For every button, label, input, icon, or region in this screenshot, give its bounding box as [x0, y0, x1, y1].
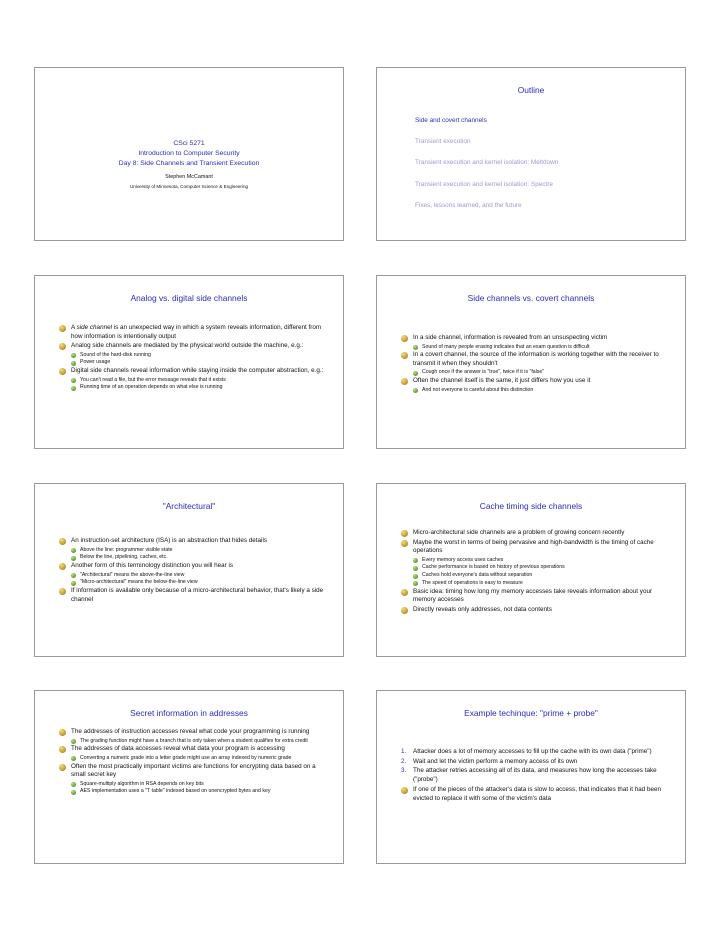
slide-side-vs-covert — [376, 275, 686, 449]
sub-bullet: "Micro-architectural" means the below-the-line view — [59, 579, 329, 586]
sub-bullet-icon — [413, 345, 418, 350]
sub-bullet: Power usage — [59, 359, 329, 366]
sub-bullet-icon — [71, 782, 76, 787]
bullet-icon — [59, 538, 66, 545]
lecture-title: Day 8: Side Channels and Transient Execution — [118, 160, 260, 167]
sub-bullet-icon — [413, 581, 418, 586]
slide-prime-probe — [376, 690, 686, 864]
bullet-icon — [401, 540, 408, 547]
bullet: Maybe the worst in terms of being pervasive and high-bandwidth is the timing of cache operations — [401, 539, 671, 556]
sub-bullet-icon — [413, 566, 418, 571]
bullet-icon — [401, 335, 408, 342]
slide-title-text: Analog vs. digital side channels — [130, 293, 248, 303]
bullet-icon — [59, 343, 66, 350]
bullet-icon — [59, 588, 66, 595]
sub-bullet-icon — [413, 388, 418, 393]
slide-title-text: Secret information in addresses — [130, 708, 248, 718]
sub-bullet-icon — [71, 756, 76, 761]
bullet: Often the channel itself is the same, it just differs how you use it — [401, 377, 671, 386]
outline-item: Transient execution — [415, 138, 471, 145]
outline-item: Transient execution and kernel isolation: Spectre — [415, 181, 553, 188]
bullet-icon — [59, 325, 66, 332]
bullet: Micro-architectural side channels are a problem of growing concern recently — [401, 529, 671, 538]
slide-title-text: Outline — [517, 85, 545, 95]
sub-bullet-icon — [71, 378, 76, 383]
sub-bullet-icon — [71, 386, 76, 391]
sub-bullet-icon — [71, 573, 76, 578]
numbered-item: 1. Attacker does a lot of memory accesses to fill up the cache with its own data ("prime") — [401, 748, 652, 755]
sub-bullet: Sound of the hard-disk running — [59, 352, 329, 359]
sub-bullet-icon — [413, 574, 418, 579]
affiliation: University of Minnesota, Computer Science & Engineering — [129, 184, 249, 189]
bullet-icon — [401, 530, 408, 537]
sub-bullet-icon — [71, 739, 76, 744]
bullet: An instruction-set architecture (ISA) is an abstraction that hides details — [59, 537, 329, 546]
sub-bullet-icon — [413, 371, 418, 376]
bullet: Analog side channels are mediated by the physical world outside the machine, e.g.: — [59, 342, 329, 351]
bullet-icon — [59, 746, 66, 753]
slide-analog-digital — [34, 275, 344, 449]
sub-bullet-icon — [71, 790, 76, 795]
item-number: 2. — [401, 757, 407, 765]
bullet: A side channel is an unexpected way in which a system reveals information, different from how information is intentionally output — [59, 324, 329, 341]
sub-bullet: Square-multiply algorithm in RSA depends on key bits — [59, 781, 329, 788]
bullet: The addresses of data accesses reveal what data your program is accessing — [59, 745, 329, 754]
bullet-icon — [401, 607, 408, 614]
bullet: Basic idea: timing how long my memory accesses take reveals information about your memory accesses — [401, 588, 671, 605]
bullet-icon — [401, 589, 408, 596]
bullet-icon — [59, 764, 66, 771]
bullet: Directly reveals only addresses, not data contents — [401, 606, 671, 615]
sub-bullet: Sound of many people erasing indicates that an exam question is difficult — [401, 344, 671, 351]
numbered-item: 2. Wait and let the victim perform a memory access of its own — [401, 757, 578, 765]
slide-title-text: "Architectural" — [162, 501, 216, 511]
item-number: 1. — [401, 748, 407, 755]
bullet: If information is available only because of a micro-architectural behavior, that's likely a side channel — [59, 587, 329, 604]
sub-bullet: You can't read a file, but the error message reveals that it exists — [59, 377, 329, 384]
sub-bullet: Converting a numeric grade into a letter grade might use an array indexed by numeric grade — [59, 755, 329, 762]
bullet-icon — [401, 378, 408, 385]
sub-bullet: Running time of an operation depends on what else is running — [59, 384, 329, 391]
author: Stephen McCamant — [165, 174, 213, 180]
bullet: In a covert channel, the source of the information is working together with the receiver to transmit it when they shouldn't — [401, 351, 671, 368]
bullet: Often the most practically important victims are functions for encrypting data based on a small secret key — [59, 763, 329, 780]
item-number: 3. — [401, 767, 407, 774]
bullet-icon — [59, 729, 66, 736]
sub-bullet: The grading function might have a branch that is only taken when a student qualifies for extra credit — [59, 738, 329, 745]
sub-bullet: The speed of operations is easy to measure — [401, 580, 671, 587]
outline-item: Transient execution and kernel isolation: Meltdown — [415, 159, 559, 166]
slide-secret-addresses — [34, 690, 344, 864]
sub-bullet-icon — [413, 558, 418, 563]
bullet: The addresses of instruction accesses reveal what code your programming is running — [59, 728, 329, 737]
course-number: CSci 5271 — [173, 140, 205, 147]
slide-title-text: Side channels vs. covert channels — [467, 293, 595, 303]
bullet-icon — [401, 352, 408, 359]
sub-bullet: Above the line: programmer visible state — [59, 547, 329, 554]
sub-bullet: AES implementation uses a "T table" indexed based on unencrypted bytes and key — [59, 788, 329, 795]
sub-bullet: Below the line, pipelining, caches, etc. — [59, 554, 329, 561]
sub-bullet: "Architectural" means the above-the-line view — [59, 572, 329, 579]
sub-bullet: Cache performance is based on history of previous operations — [401, 564, 671, 571]
bullet: Another form of this terminology distinction you will hear is — [59, 562, 329, 571]
slide-title — [34, 67, 344, 241]
sub-bullet-icon — [71, 361, 76, 366]
sub-bullet-icon — [71, 353, 76, 358]
sub-bullet: Caches hold everyone's data without separation — [401, 572, 671, 579]
sub-bullet: Every memory access uses caches — [401, 557, 671, 564]
numbered-item: 3. The attacker retries accessing all of its data, and measures how long the accesses take ("probe") — [401, 767, 657, 783]
slide-outline — [376, 67, 686, 241]
sub-bullet-icon — [71, 556, 76, 561]
bullet-icon — [401, 787, 408, 794]
course-title: Introduction to Computer Security — [138, 150, 240, 157]
slide-cache-timing — [376, 483, 686, 657]
slide-architectural — [34, 483, 344, 657]
slide-title-text: Example techinque: "prime + probe" — [464, 708, 598, 718]
bullet: In a side channel, information is revealed from an unsuspecting victim — [401, 334, 671, 343]
sub-bullet-icon — [71, 581, 76, 586]
sub-bullet-icon — [71, 548, 76, 553]
outline-item: Fixes, lessons learned, and the future — [415, 202, 522, 209]
sub-bullet: And not everyone is careful about this distinction — [401, 387, 671, 394]
bullet: If one of the pieces of the attacker's data is slow to access, that indicates that it had been evicted to replace it with some of the victim's data — [401, 786, 671, 803]
slide-title-text: Cache timing side channels — [479, 501, 583, 511]
bullet: Digital side channels reveal information while staying inside the computer abstraction, e.g.: — [59, 367, 329, 376]
outline-item: Side and covert channels — [415, 117, 487, 124]
bullet-icon — [59, 368, 66, 375]
sub-bullet: Cough once if the answer is "true", twice if it is "false" — [401, 369, 671, 376]
bullet-icon — [59, 563, 66, 570]
